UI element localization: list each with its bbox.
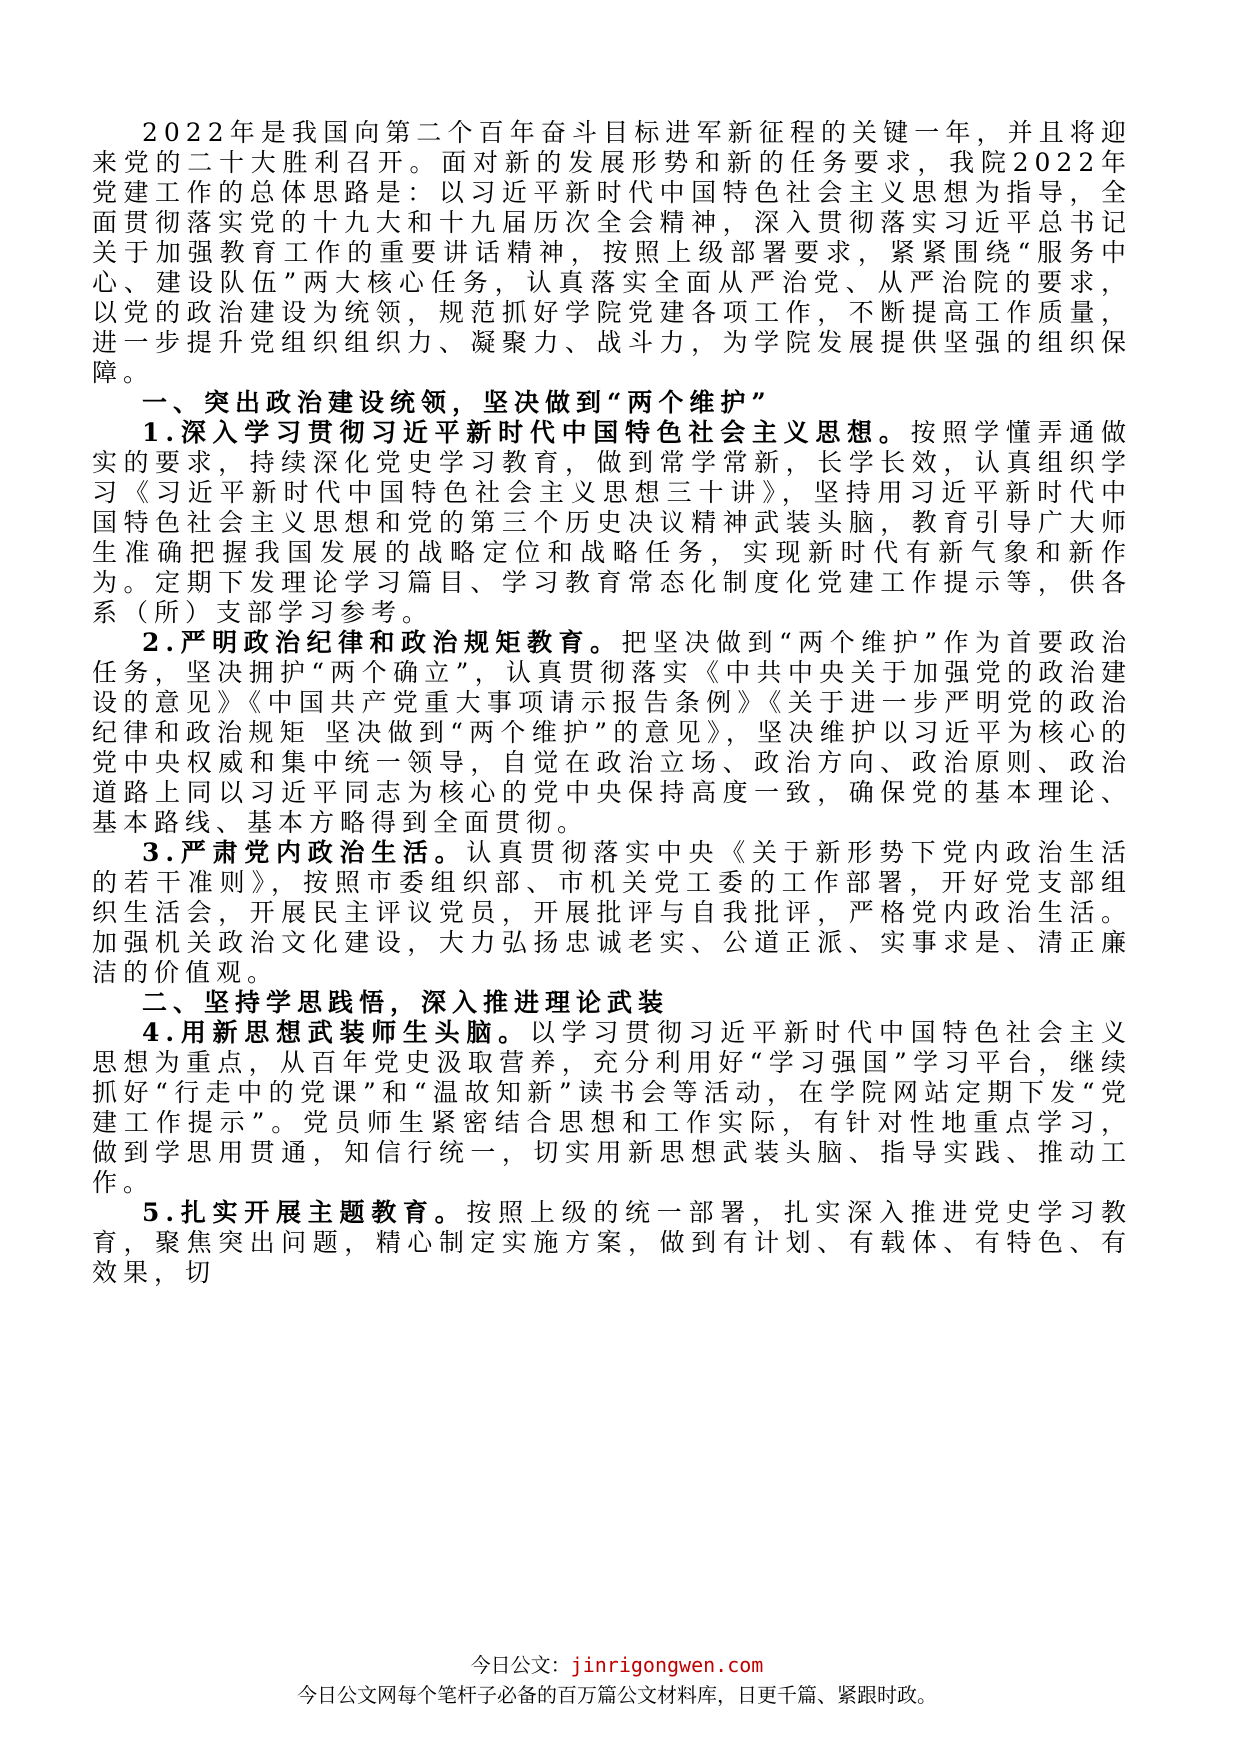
document-body xyxy=(92,118,1132,1288)
item-1-body: 按照学懂弄通做实的要求，持续深化党史学习教育，做到常学常新，长学长效，认真组织学习《习近平新时代中国特色社会主义思想三十讲》，坚持用习近平新时代中国特色社会主义思想和党的第三个历史决议精神武装头脑，教育引导广大师生准确把握我国发展的战略定位和战略任务，实现新时代有新气象和新作为。定期下发理论学习篇目、学习教育常态化制度化党建工作提示等，供各系（所）支部学习参考。 xyxy=(92,418,1132,627)
item-4-lead: 4.用新思想武装师生头脑。 xyxy=(142,1018,530,1047)
footer-site-link[interactable]: jinrigongwen.com xyxy=(570,1653,764,1677)
item-2-paragraph xyxy=(92,628,1132,838)
item-2-lead: 2.严明政治纪律和政治规矩教育。 xyxy=(142,628,622,657)
section-heading-1: 一、突出政治建设统领，坚决做到“两个维护” xyxy=(142,388,772,417)
item-1-paragraph xyxy=(92,418,1132,628)
page-footer xyxy=(0,1650,1234,1710)
footer-site-line xyxy=(0,1650,1234,1680)
footer-site-label: 今日公文： xyxy=(470,1653,571,1677)
item-3-lead: 3.严肃党内政治生活。 xyxy=(142,838,467,867)
item-5-lead: 5.扎实开展主题教育。 xyxy=(142,1198,467,1227)
item-5-paragraph xyxy=(92,1198,1132,1288)
item-3-paragraph xyxy=(92,838,1132,988)
intro-paragraph: 2022年是我国向第二个百年奋斗目标进军新征程的关键一年，并且将迎来党的二十大胜利召开。面对新的发展形势和新的任务要求，我院2022年党建工作的总体思路是：以习近平新时代中国特色社会主义思想为指导，全面贯彻落实党的十九大和十九届历次全会精神，深入贯彻落实习近平总书记关于加强教育工作的重要讲话精神，按照上级部署要求，紧紧围绕“服务中心、建设队伍”两大核心任务，认真落实全面从严治党、从严治院的要求，以党的政治建设为统领，规范抓好学院党建各项工作，不断提高工作质量，进一步提升党组织组织力、凝聚力、战斗力，为学院发展提供坚强的组织保障。 xyxy=(92,118,1132,387)
footer-slogan: 今日公文网每个笔杆子必备的百万篇公文材料库，日更千篇、紧跟时政。 xyxy=(297,1683,937,1707)
section-heading-2: 二、坚持学思践悟，深入推进理论武装 xyxy=(142,988,670,1017)
item-2-body: 把坚决做到“两个维护”作为首要政治任务，坚决拥护“两个确立”，认真贯彻落实《中共中央关于加强党的政治建设的意见》《中国共产党重大事项请示报告条例》《关于进一步严明党的政治纪律和政治规矩 坚决做到“两个维护”的意见》，坚决维护以习近平为核心的党中央权威和集中统一领导，自觉在政治立场、政治方向、政治原则、政治道路上同以习近平同志为核心的党中央保持高度一致，确保党的基本理论、基本路线、基本方略得到全面贯彻。 xyxy=(92,628,1132,837)
item-5-body: 按照上级的统一部署，扎实深入推进党史学习教育，聚焦突出问题，精心制定实施方案，做到有计划、有载体、有特色、有效果，切 xyxy=(92,1198,1132,1287)
item-3-body: 认真贯彻落实中央《关于新形势下党内政治生活的若干准则》，按照市委组织部、市机关党工委的工作部署，开好党支部组织生活会，开展民主评议党员，开展批评与自我批评，严格党内政治生活。加强机关政治文化建设，大力弘扬忠诚老实、公道正派、实事求是、清正廉洁的价值观。 xyxy=(92,838,1132,987)
item-4-paragraph xyxy=(92,1018,1132,1198)
item-1-lead: 1.深入学习贯彻习近平新时代中国特色社会主义思想。 xyxy=(142,418,911,447)
item-4-body: 以学习贯彻习近平新时代中国特色社会主义思想为重点，从百年党史汲取营养，充分利用好“学习强国”学习平台，继续抓好“行走中的党课”和“温故知新”读书会等活动，在学院网站定期下发“党建工作提示”。党员师生紧密结合思想和工作实际，有针对性地重点学习，做到学思用贯通，知信行统一，切实用新思想武装头脑、指导实践、推动工作。 xyxy=(92,1018,1132,1197)
